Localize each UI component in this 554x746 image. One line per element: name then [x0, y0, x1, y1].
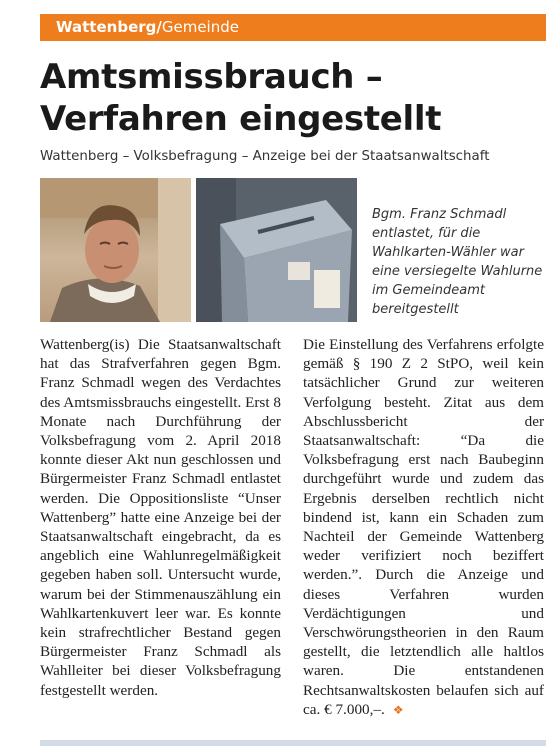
- title-line-1: Amtsmissbrauch –: [40, 57, 383, 97]
- bottom-image-edge: [40, 740, 546, 746]
- section-header: [40, 14, 546, 41]
- title-line-2: Verfahren eingestellt: [40, 99, 442, 139]
- article-body-column-2: [303, 335, 544, 720]
- section-category: Gemeinde: [161, 18, 239, 36]
- photo-caption: Bgm. Franz Schmadl entlastet, für die Wahlkarten-Wähler war eine versiegelte Wahlurne im Gemeindeamt bereitgestellt: [372, 207, 543, 317]
- article-title: [40, 56, 546, 140]
- mayor-illustration: [40, 178, 191, 322]
- end-mark-icon: ❖: [392, 702, 404, 717]
- section-name: Wattenberg: [56, 18, 157, 36]
- section-separator: /: [156, 18, 162, 36]
- mayor-photo: [40, 178, 191, 322]
- article-subtitle: Wattenberg – Volksbefragung – Anzeige bei der Staatsanwaltschaft: [40, 149, 490, 164]
- ballot-box-illustration: [196, 178, 357, 322]
- article-body-column-2-text: Die Einstellung des Verfahrens erfolgte gemäß § 190 Z 2 StPO, weil kein tatsächlicher Grund zur weiteren Verfolgung besteht. Zitat aus dem Abschlussbericht der Staatsanwaltschaft: “Da die Volksbefragung erst nach Baubeginn durchgeführt wurde und zudem das Ergebnis derselben rechtlich nicht bindend ist, kann ein Schaden zum Nachteil der Gemeinde Wattenberg weder verifiziert noch beziffert werden.”. Durch die Anzeige und dieses Verfahren wurden Verdächtigungen und Verschwörungstheorien in den Raum gestellt, die letztendlich alle haltlos waren. Die entstandenen Rechtsanwaltskosten belaufen sich auf ca. € 7.000,–.: [303, 336, 544, 718]
- ballot-box-photo: [196, 178, 357, 322]
- article-body-column-1: Wattenberg(is) Die Staatsanwaltschaft hat das Strafverfahren gegen Bgm. Franz Schmadl wegen des Verdachtes des Amtsmissbrauchs eingestellt. Erst 8 Monate nach Durchführung der Volksbefragung vom 2. April 2018 konnte dieser Akt nun geschlossen und Bürgermeister Franz Schmadl entlastet werden. Die Oppositionsliste “Unser Wattenberg” hatte eine Anzeige bei der Staatsanwaltschaft eingebracht, da es angeblich eine Wahlunregelmäßigkeit gegeben haben soll. Untersucht wurde, warum bei der Stimmenauszählung ein Wahlkartenkuvert leer war. Es konnte kein strafrechtlicher Bestand gegen Bürgermeister Franz Schmadl als Wahlleiter bei dieser Volksbefragung festgestellt werden.: [40, 336, 281, 699]
